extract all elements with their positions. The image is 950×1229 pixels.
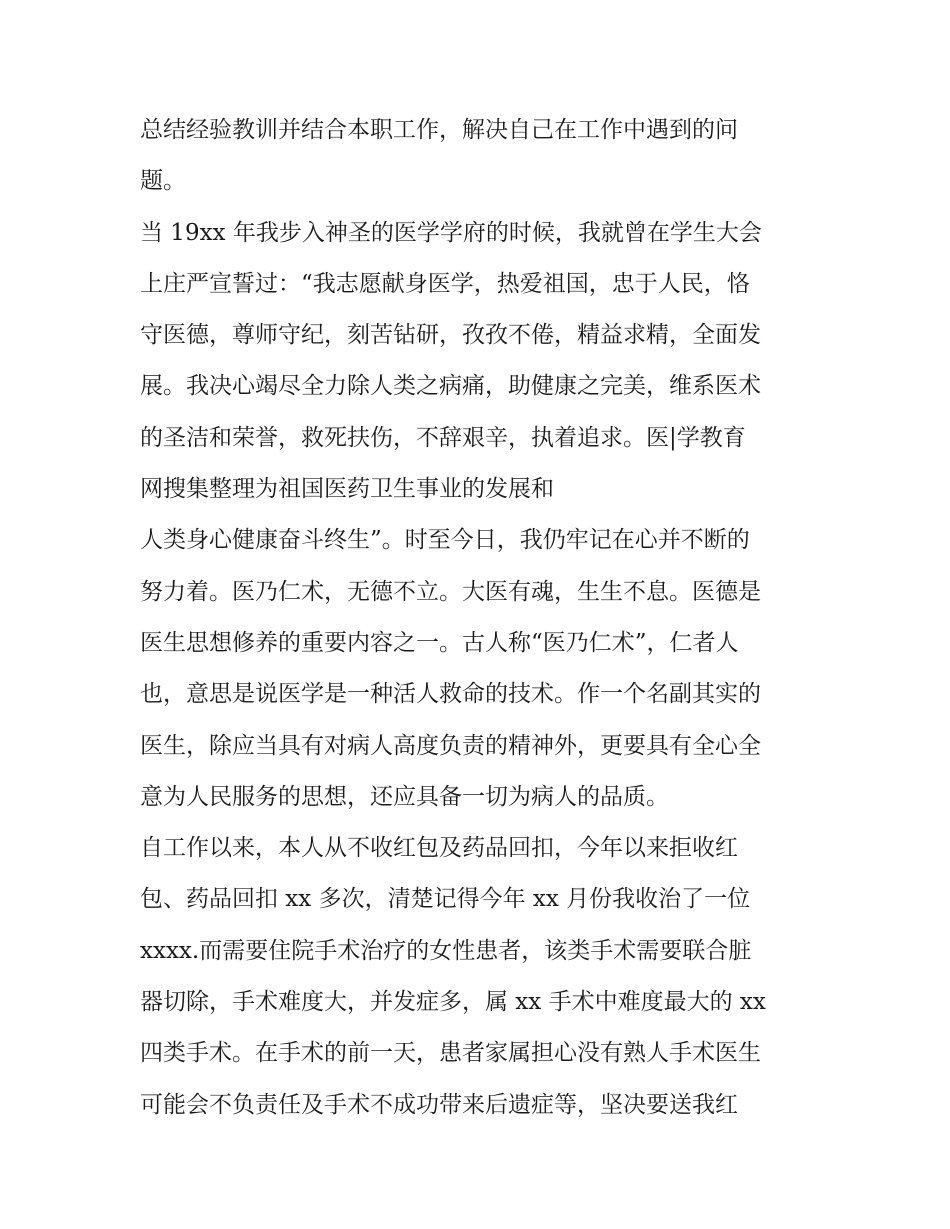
text-line: 守医德，尊师守纪，刻苦钻研，孜孜不倦，精益求精，全面发 (140, 322, 761, 349)
text-line: 上庄严宣誓过：“我志愿献身医学，热爱祖国，忠于人民，恪 (140, 270, 750, 297)
text-line: 包、药品回扣 xx 多次，清楚记得今年 xx 月份我收治了一位 (140, 886, 751, 913)
text-line: 当 19xx 年我步入神圣的医学学府的时候，我就曾在学生大会 (140, 219, 762, 246)
text-line: xxxx.而需要住院手术治疗的女性患者，该类手术需要联合脏 (140, 937, 752, 964)
text-line: 医生思想修养的重要内容之一。古人称“医乃仁术”，仁者人 (140, 629, 739, 656)
text-line: 可能会不负责任及手术不成功带来后遗症等，坚决要送我红 (140, 1091, 738, 1118)
text-line: 题。 (140, 168, 186, 195)
text-line: 展。我决心竭尽全力除人类之病痛，助健康之完美，维系医术 (140, 373, 761, 400)
text-line: 努力着。医乃仁术，无德不立。大医有魂，生生不息。医德是 (140, 578, 761, 605)
body-text (140, 105, 820, 1131)
text-line: 医生，除应当具有对病人高度负责的精神外，更要具有全心全 (140, 732, 761, 759)
text-line: 自工作以来，本人从不收红包及药品回扣，今年以来拒收红 (140, 835, 738, 862)
text-line: 的圣洁和荣誉，救死扶伤，不辞艰辛，执着追求。医|学教育 (140, 424, 746, 451)
text-line: 意为人民服务的思想，还应具备一切为病人的品质。 (140, 783, 669, 810)
text-line: 网搜集整理为祖国医药卫生事业的发展和 (140, 476, 554, 503)
text-line: 总结经验教训并结合本职工作，解决自己在工作中遇到的问 (140, 117, 738, 143)
text-line: 四类手术。在手术的前一天，患者家属担心没有熟人手术医生 (140, 1040, 761, 1067)
text-line: 器切除，手术难度大，并发症多，属 xx 手术中难度最大的 xx (140, 989, 766, 1016)
text-line: 也，意思是说医学是一种活人救命的技术。作一个名副其实的 (140, 681, 761, 708)
text-line: 人类身心健康奋斗终生”。时至今日，我仍牢记在心并不断的 (140, 527, 750, 554)
